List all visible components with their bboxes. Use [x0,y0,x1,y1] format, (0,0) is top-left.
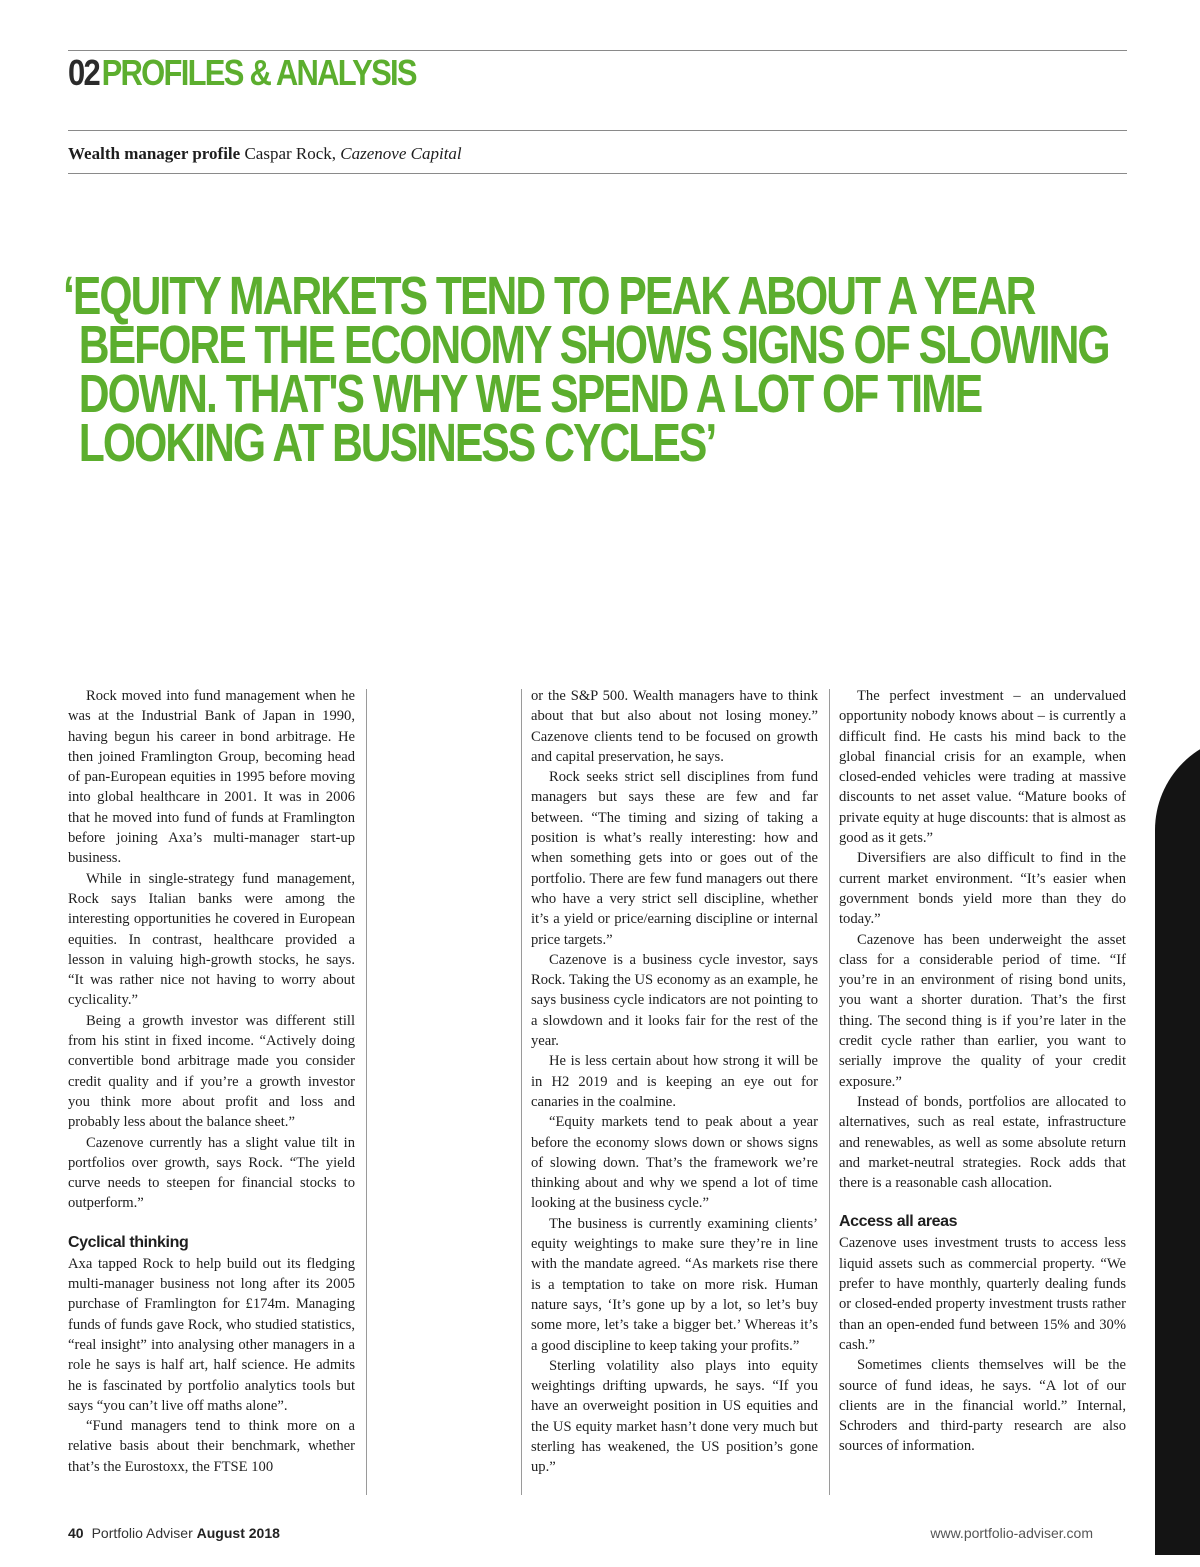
byline-label: Wealth manager profile [68,144,241,163]
issue-date: August 2018 [196,1525,280,1541]
paragraph: Cazenove uses investment trusts to access less liquid assets such as commercial property. “We prefer to have monthly, quarterly dealing funds or closed-ended property investment trusts rather than an open-ended fund between 15% and 30% cash.” [839,1235,1126,1353]
section-header [68,52,416,94]
paragraph: The perfect investment – an undervalued opportunity nobody knows about – is currently a difficult find. He casts his mind back to the global financial crisis for an example, when closed-ended vehicles were trading at massive discounts to net asset value. “Mature books of private equity at huge discounts: that is almost as good as it gets.” [839,688,1126,847]
article-column-2 [531,686,818,1478]
footer-folio [68,1525,280,1541]
section-number: 02 [68,52,100,93]
byline [68,144,462,164]
paragraph: or the S&P 500. Wealth managers have to think about that but also about not losing money.” Cazenove clients tend to be focused on growth and capital preservation, he says. [531,688,818,765]
pull-quote [63,266,1109,473]
paragraph: Rock seeks strict sell disciplines from fund managers but says these are few and far between. “The timing and sizing of taking a position is what’s really interesting: how and when something gets into or goes out of the portfolio. There are few fund managers out there who have a very strict sell discipline, whether it’s a yield or price/earning discipline or internal price targets.” [531,769,818,948]
paragraph: “Equity markets tend to peak about a year before the economy slows down or shows signs of slowing down. That’s the framework we’re thinking about and why we spend a lot of time looking at the business cycle.” [531,1114,818,1212]
subheading-cyclical-thinking: Cyclical thinking [68,1233,189,1251]
section-name: PROFILES & ANALYSIS [101,52,416,93]
pull-quote-line: ‘EQUITY MARKETS TEND TO PEAK ABOUT A YEAR [63,266,1035,326]
page-number: 40 [68,1525,84,1541]
top-rule [68,50,1127,51]
column-divider [521,689,522,1495]
paragraph: Being a growth investor was different still from his stint in fixed income. “Actively doing convertible bond arbitrage made you consider credit quality and if you’re a growth investor you think more about profit and loss and probably less about the balance sheet.” [68,1012,355,1131]
article-column-3 [839,686,1126,1457]
paragraph: Cazenove currently has a slight value tilt in portfolios over growth, says Rock. “The yield curve needs to steepen for financial stocks to outperform.” [68,1134,355,1212]
paragraph: Instead of bonds, portfolios are allocated to alternatives, such as real estate, infrastructure and renewables, as well as some absolute return and market-neutral strategies. Rock adds that there is a reasonable cash allocation. [839,1093,1126,1192]
byline-bottom-rule [68,173,1127,174]
column-divider [829,689,830,1495]
article-column-1 [68,686,355,1477]
pull-quote-line: DOWN. THAT'S WHY WE SPEND A LOT OF TIME [78,364,982,424]
paragraph: Rock moved into fund management when he was at the Industrial Bank of Japan in 1990, having begun his career in bond arbitrage. He then joined Framlington Group, becoming head of pan-European equities in 1995 before moving into global healthcare in 2001. It was in 2006 that he moved into fund of funds at Framlington before joining Axa’s multi-manager start-up business. [68,688,355,867]
portrait-photo [1155,735,1200,1555]
publication-name: Portfolio Adviser [91,1525,197,1541]
paragraph: The business is currently examining clients’ equity weightings to make sure they’re in line with the mandate agreed. “As markets rise there is a temptation to take on more risk. Human nature says, ‘It’s gone up by a lot, so let’s buy some more, let’s take a bigger bet.’ Whereas it’s a good discipline to keep taking your profits.” [531,1215,818,1354]
paragraph: Cazenove is a business cycle investor, says Rock. Taking the US economy as an example, he says business cycle indicators are not pointing to a slowdown and it looks fair for the rest of the year. [531,951,818,1050]
paragraph: He is less certain about how strong it will be in H2 2019 and is keeping an eye out for canaries in the coalmine. [531,1053,818,1110]
pull-quote-line: BEFORE THE ECONOMY SHOWS SIGNS OF SLOWING [78,315,1109,375]
byline-top-rule [68,130,1127,131]
paragraph: Sometimes clients themselves will be the source of fund ideas, he says. “A lot of our clients are in the financial world.” Internal, Schroders and third-party research are also sources of information. [839,1357,1126,1455]
column-divider [366,689,367,1495]
pull-quote-line: LOOKING AT BUSINESS CYCLES’ [78,413,716,473]
paragraph: Axa tapped Rock to help build out its fledging multi-manager business not long after its 2005 purchase of Framlington for £174m. Managing funds of funds gave Rock, who studied statistics, “real insight” into analysing other managers in a role he says is half art, half science. He admits he is fascinated by portfolio analytics tools but says “you can’t live off maths alone”. [68,1255,355,1414]
subheading-access-all-areas: Access all areas [839,1213,958,1231]
byline-company: Cazenove Capital [340,144,462,163]
paragraph: Diversifiers are also difficult to find in the current market environment. “It’s easier when government bonds yield more than they do today.” [839,850,1126,928]
paragraph: “Fund managers tend to think more on a relative basis about their benchmark, whether that’s the Eurostoxx, the FTSE 100 [68,1418,355,1475]
byline-person: Caspar Rock, [240,144,341,163]
footer-website: www.portfolio-adviser.com [930,1525,1093,1541]
paragraph: Cazenove has been underweight the asset class for a considerable period of time. “If you’re in an environment of rising bond units, you want a shorter duration. That’s the first thing. The second thing is if you’re later in the credit cycle rather than earlier, you want to serially improve the quality of your credit exposure.” [839,931,1126,1090]
paragraph: While in single-strategy fund management, Rock says Italian banks were among the interesting opportunities he covered in European equities. In contrast, healthcare provided a lesson in valuing high-growth stocks, he says. “It was rather nice not having to worry about cyclicality.” [68,870,355,1009]
paragraph: Sterling volatility also plays into equity weightings drifting upwards, he says. “If you have an overweight position in US equities and the US equity market hasn’t done very much but sterling has weakened, the US position’s gone up.” [531,1357,818,1476]
